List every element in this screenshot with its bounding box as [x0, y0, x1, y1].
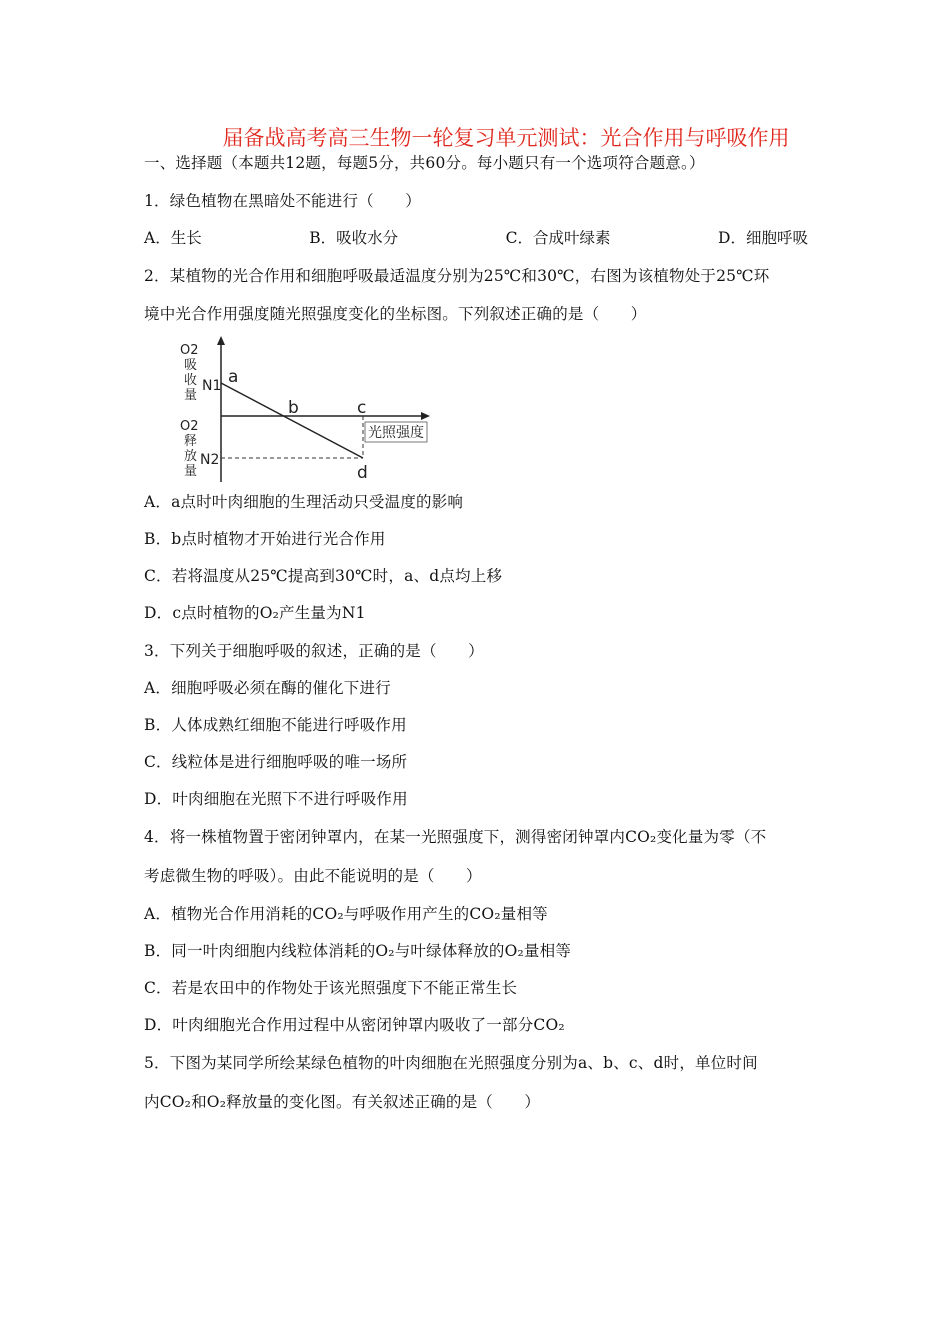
question-4-stem-line-1: 4．将一株植物置于密闭钟罩内，在某一光照强度下，测得密闭钟罩内CO₂变化量为零（不: [144, 828, 767, 846]
point-c-label: c: [357, 398, 367, 418]
q4-option-d[interactable]: D．叶肉细胞光合作用过程中从密闭钟罩内吸收了一部分CO₂: [144, 1016, 565, 1034]
q3-option-d[interactable]: D．叶肉细胞在光照下不进行呼吸作用: [144, 790, 408, 808]
y-bottom-label-1: 释: [184, 434, 198, 449]
question-5-stem-line-2: 内CO₂和O₂释放量的变化图。有关叙述正确的是（ ）: [144, 1093, 541, 1111]
question-1-stem: 1．绿色植物在黑暗处不能进行（ ）: [144, 192, 421, 210]
q1-option-a[interactable]: A．生长: [144, 229, 202, 247]
point-b-label: b: [288, 398, 299, 418]
y-top-label-2: 收: [184, 373, 198, 388]
q4-option-b[interactable]: B．同一叶肉细胞内线粒体消耗的O₂与叶绿体释放的O₂量相等: [144, 942, 572, 960]
y-bottom-label-2: 放: [184, 449, 198, 464]
q3-option-b[interactable]: B．人体成熟红细胞不能进行呼吸作用: [144, 716, 407, 734]
question-5-stem-line-1: 5．下图为某同学所绘某绿色植物的叶肉细胞在光照强度分别为a、b、c、d时，单位时间: [144, 1054, 758, 1072]
point-a-label: a: [228, 367, 239, 387]
question-4-stem-line-2: 考虑微生物的呼吸）。由此不能说明的是（ ）: [144, 867, 482, 885]
q1-option-b[interactable]: B．吸收水分: [309, 229, 399, 247]
q2-option-c[interactable]: C．若将温度从25℃提高到30℃时，a、d点均上移: [144, 567, 503, 585]
q3-option-a[interactable]: A．细胞呼吸必须在酶的催化下进行: [144, 679, 391, 697]
page-title: 届备战高考高三生物一轮复习单元测试：光合作用与呼吸作用: [222, 126, 790, 150]
y-bottom-label-3: 量: [184, 464, 198, 479]
light-intensity-graph: [176, 336, 436, 484]
photosynthesis-line: [221, 383, 363, 458]
question-1-options: [144, 226, 808, 248]
x-axis-label: 光照强度: [368, 425, 424, 441]
q4-option-a[interactable]: A．植物光合作用消耗的CO₂与呼吸作用产生的CO₂量相等: [144, 905, 548, 923]
q2-option-d[interactable]: D．c点时植物的O₂产生量为N1: [144, 604, 366, 622]
y-top-label-0: O2: [180, 343, 199, 358]
y-top-label-1: 吸: [184, 358, 198, 373]
q3-option-c[interactable]: C．线粒体是进行细胞呼吸的唯一场所: [144, 753, 408, 771]
y-bottom-label-0: O2: [180, 419, 199, 434]
tick-n2: N2: [200, 452, 220, 468]
point-d-label: d: [357, 463, 368, 483]
question-2-stem-line-2: 境中光合作用强度随光照强度变化的坐标图。下列叙述正确的是（ ）: [144, 305, 647, 323]
y-top-label-3: 量: [184, 388, 198, 403]
q2-option-a[interactable]: A．a点时叶肉细胞的生理活动只受温度的影响: [144, 493, 464, 511]
q1-option-c[interactable]: C．合成叶绿素: [505, 229, 611, 247]
tick-n1: N1: [202, 378, 222, 394]
question-3-stem: 3．下列关于细胞呼吸的叙述，正确的是（ ）: [144, 642, 484, 660]
q1-option-d[interactable]: D．细胞呼吸: [718, 229, 808, 247]
q4-option-c[interactable]: C．若是农田中的作物处于该光照强度下不能正常生长: [144, 979, 518, 997]
section-heading: 一、选择题（本题共12题，每题5分，共60分。每小题只有一个选项符合题意。）: [144, 154, 705, 172]
y-axis-arrow-icon: [217, 336, 225, 345]
x-axis-arrow-icon: [421, 412, 430, 420]
q2-option-b[interactable]: B．b点时植物才开始进行光合作用: [144, 530, 386, 548]
question-2-stem-line-1: 2．某植物的光合作用和细胞呼吸最适温度分别为25℃和30℃，右图为该植物处于25℃环: [144, 267, 770, 285]
